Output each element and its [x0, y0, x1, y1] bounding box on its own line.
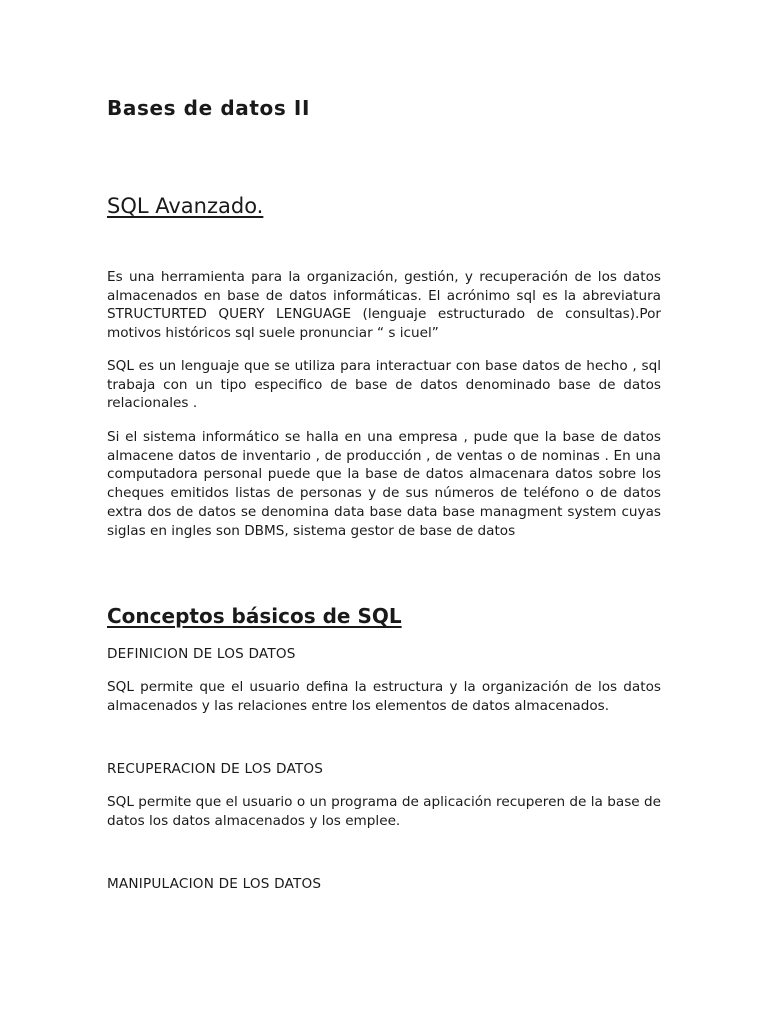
section-heading-sql-avanzado — [107, 194, 263, 218]
document-title: Bases de datos II — [107, 96, 310, 120]
section-heading-conceptos: Conceptos básicos de SQL — [107, 604, 402, 628]
subheading-definicion: DEFINICION DE LOS DATOS — [107, 646, 296, 662]
subheading-manipulacion: MANIPULACION DE LOS DATOS — [107, 876, 322, 892]
paragraph-recuperacion: SQL permite que el usuario o un programa de aplicación recuperen de la base de datos los datos almacenados y los emplee. — [107, 794, 661, 829]
paragraph-definicion: SQL permite que el usuario defina la estructura y la organización de los datos almacenados y las relaciones entre los elementos de datos almacenados. — [107, 679, 661, 714]
paragraph-sql-definition: Es una herramienta para la organización, gestión, y recuperación de los datos almacenados en base de datos informáticas. El acrónimo sql es la abreviatura STRUCTURTED QUERY LENGUAGE (lenguaje estructurado de consultas).Por motivos históricos sql suele pronunciar “ s icuel” — [107, 269, 661, 342]
subheading-recuperacion: RECUPERACION DE LOS DATOS — [107, 761, 324, 777]
paragraph-sql-systems: Si el sistema informático se halla en una empresa , pude que la base de datos almacene datos de inventario , de producción , de ventas o de nominas . En una computadora personal puede que la base de datos almacenara datos sobre los cheques emitidos listas de personas y de sus números de teléfono o de datos extra dos de datos se denomina data base data base managment system cuyas siglas en ingles son DBMS, sistema gestor de base de datos — [107, 429, 661, 539]
paragraph-sql-language: SQL es un lenguaje que se utiliza para interactuar con base datos de hecho , sql trabaja con un tipo especifico de base de datos denominado base de datos relacionales . — [107, 358, 661, 412]
section-heading-sql-avanzado-text: SQL Avanzado. — [107, 194, 264, 218]
